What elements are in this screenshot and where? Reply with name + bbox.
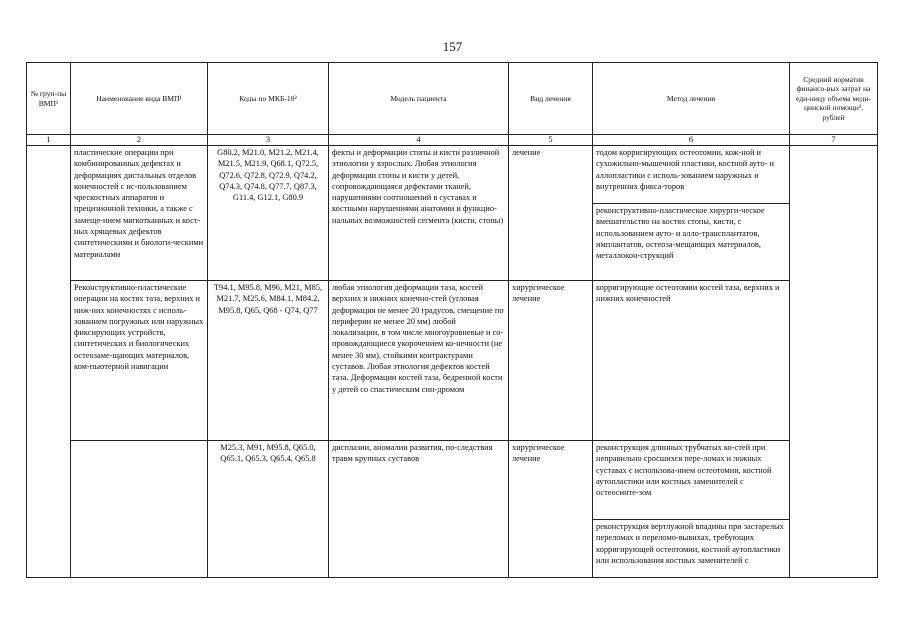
table-row <box>27 146 878 281</box>
treatment-type-cell: хирургическое лечение <box>509 281 593 441</box>
vmp-name-cell: пластические операции при комбинированных дефектах и деформациях дистальных отделов конечностей с ис-пользованием чрескостных аппаратов и прецизионной техники, а также с замеще-нием мягкотканных и кост-ных хрящевых дефектов синтетическими и биологи-ческими материалами <box>71 146 208 281</box>
header-icd-codes: Коды по МКБ-10² <box>208 63 329 135</box>
column-number: 1 <box>27 135 71 146</box>
treatment-method-cell <box>593 441 790 578</box>
column-number: 6 <box>593 135 790 146</box>
page-number: 157 <box>442 39 463 54</box>
column-number: 5 <box>509 135 593 146</box>
cost-cell <box>790 146 878 578</box>
method-text: реконструктивно-пластическое хирурги-ческое вмешательство на костях стопы, кисти, с использованием ауто- и алло-трансплантатов, имплантатов, остеоза-мещающих материалов, металлокон-струкций <box>593 203 789 262</box>
method-text: реконструкция вертлужной впадины при застарелых переломах и переломо-вывихах, требующих корригирующей остеотомии, костной аутопластики или использования костных заменителей с <box>593 519 789 567</box>
patient-model-cell: фекты и деформации стопы и кисти различной этиологии у взрослых. Любая этиология деформации стопы и кисти у детей, сопровождающаяся дефектами тканей, нарушениями соотношений в суставах и костными нарушениями анатомии и функцио-нальных возможностей сегмента (кисти, стопы) <box>329 146 509 281</box>
vmp-name-cell <box>71 441 208 578</box>
vmp-table <box>26 62 878 578</box>
column-number: 3 <box>208 135 329 146</box>
column-number: 7 <box>790 135 878 146</box>
column-numbers-row <box>27 135 878 146</box>
header-treatment-method: Метод лечения <box>593 63 790 135</box>
table-row <box>27 281 878 441</box>
group-number-cell <box>27 146 71 578</box>
method-text: реконструкция длинных трубчатых ко-стей при неправильно сросшихся пере-ломах и ложных суставах с использова-нием остеотомии, костной аутопластики или костных заменителей с остеосинте-зом <box>596 443 772 498</box>
header-treatment-type: Вид лечения <box>509 63 593 135</box>
method-text: тодом корригирующих остеотомии, кож-ной и сухожильно-мышечной пластики, костной ауто- и аллопластики с исполь-зованием наружных и внутренних фикса-торов <box>596 148 774 191</box>
icd-codes-cell: T94.1, M95.8, M96, M21, M85, M21.7, M25.6, M84.1, M84.2, M95.8, Q65, Q68 - Q74, Q77 <box>208 281 329 441</box>
header-vmp-type: Наименование вида ВМП¹ <box>71 63 208 135</box>
treatment-type-cell: лечение <box>509 146 593 281</box>
vmp-name-cell: Реконструктивно-пластические операции на костях таза, верхних и ниж-них конечностях с исполь-зованием погружных или наружных фиксирующих устройств, синтетических и биологических остеозаме-щающих материалов, ком-пьютерной навигации <box>71 281 208 441</box>
icd-codes-cell: M25.3, M91, M95.8, Q65.0, Q65.1, Q65.3, Q65.4, Q65.8 <box>208 441 329 578</box>
column-number: 2 <box>71 135 208 146</box>
header-cost-standard: Средний норматив финансо-вых затрат на еди-ницу объема меди-цинской помощи³, рублей <box>790 63 878 135</box>
treatment-method-cell: корригирующие остеотомии костей таза, верхних и нижних конечностей <box>593 281 790 441</box>
patient-model-cell: любая этиология деформации таза, костей верхних и нижних конечно-стей (угловая деформация не менее 20 градусов, смещение по периферии не менее 20 мм) любой локализации, в том числе многоуровневые и со-провождающиеся укорочением ко-нечности (не менее 30 мм), стойкими контрактурами суставов. Любая этиология дефектов костей таза. Деформации костей таза, бедренной кости у детей со спастическим син-дромом <box>329 281 509 441</box>
treatment-method-cell <box>593 146 790 281</box>
icd-codes-cell: G80.2, M21.0, M21.2, M21.4, M21.5, M21.9, Q68.1, Q72.5, Q72.6, Q72.8, Q72.9, Q74.2, Q74.3, Q74.8, Q77.7, Q87.3, G11.4, G12.1, G80.9 <box>208 146 329 281</box>
header-group-number: № груп-пы ВМП¹ <box>27 63 71 135</box>
column-number: 4 <box>329 135 509 146</box>
patient-model-cell: дисплазии, аномалии развития, по-следствия травм крупных суставов <box>329 441 509 578</box>
treatment-type-cell: хирургическое лечение <box>509 441 593 578</box>
table-row <box>27 441 878 578</box>
header-patient-model: Модель пациента <box>329 63 509 135</box>
